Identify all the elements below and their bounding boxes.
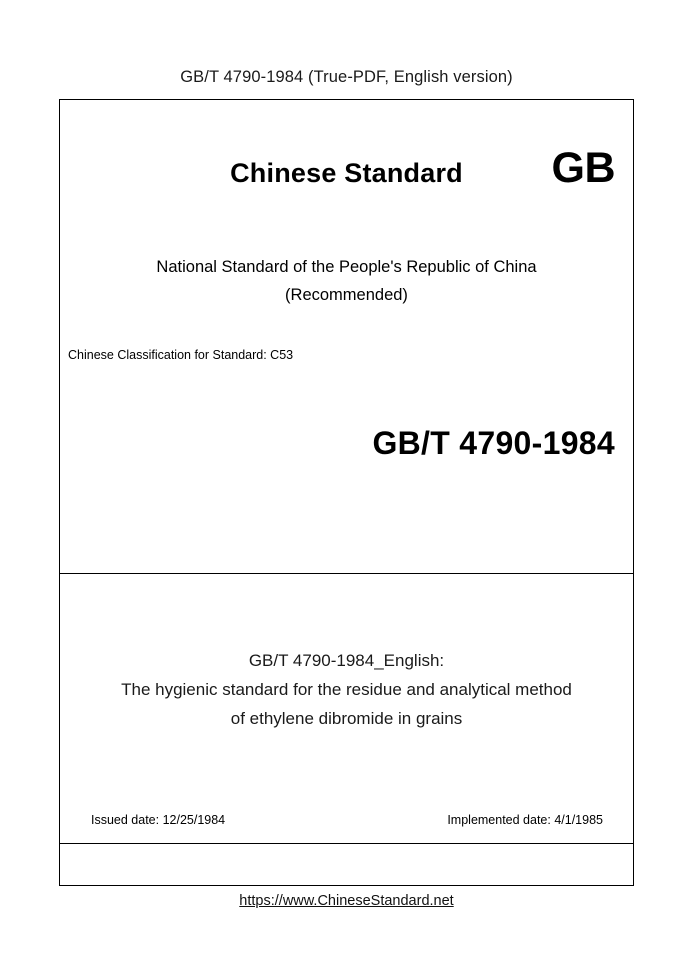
classification-code: Chinese Classification for Standard: C53 — [68, 348, 294, 362]
footer-website-link[interactable]: https://www.ChineseStandard.net — [239, 893, 454, 909]
document-title-line-1: GB/T 4790-1984_English: — [248, 651, 445, 670]
national-standard-line-1: National Standard of the People's Republic of China — [156, 258, 537, 276]
standard-number: GB/T 4790-1984 — [372, 425, 615, 461]
cover-frame — [59, 99, 634, 886]
cover-bottom-strip — [60, 844, 633, 885]
chinese-standard-heading: Chinese Standard — [230, 158, 463, 188]
issued-date: Issued date: 12/25/1984 — [91, 813, 226, 827]
cover-upper-panel — [60, 100, 633, 574]
national-standard-line-2: (Recommended) — [285, 286, 408, 304]
document-title-line-3: of ethylene dibromide in grains — [230, 709, 463, 728]
page-header-title: GB/T 4790-1984 (True-PDF, English version) — [180, 68, 513, 86]
cover-title-panel — [60, 574, 633, 844]
document-title-line-2: The hygienic standard for the residue and analytical method — [121, 680, 572, 699]
implemented-date: Implemented date: 4/1/1985 — [447, 813, 603, 827]
gb-logo-mark: GB — [551, 144, 615, 192]
